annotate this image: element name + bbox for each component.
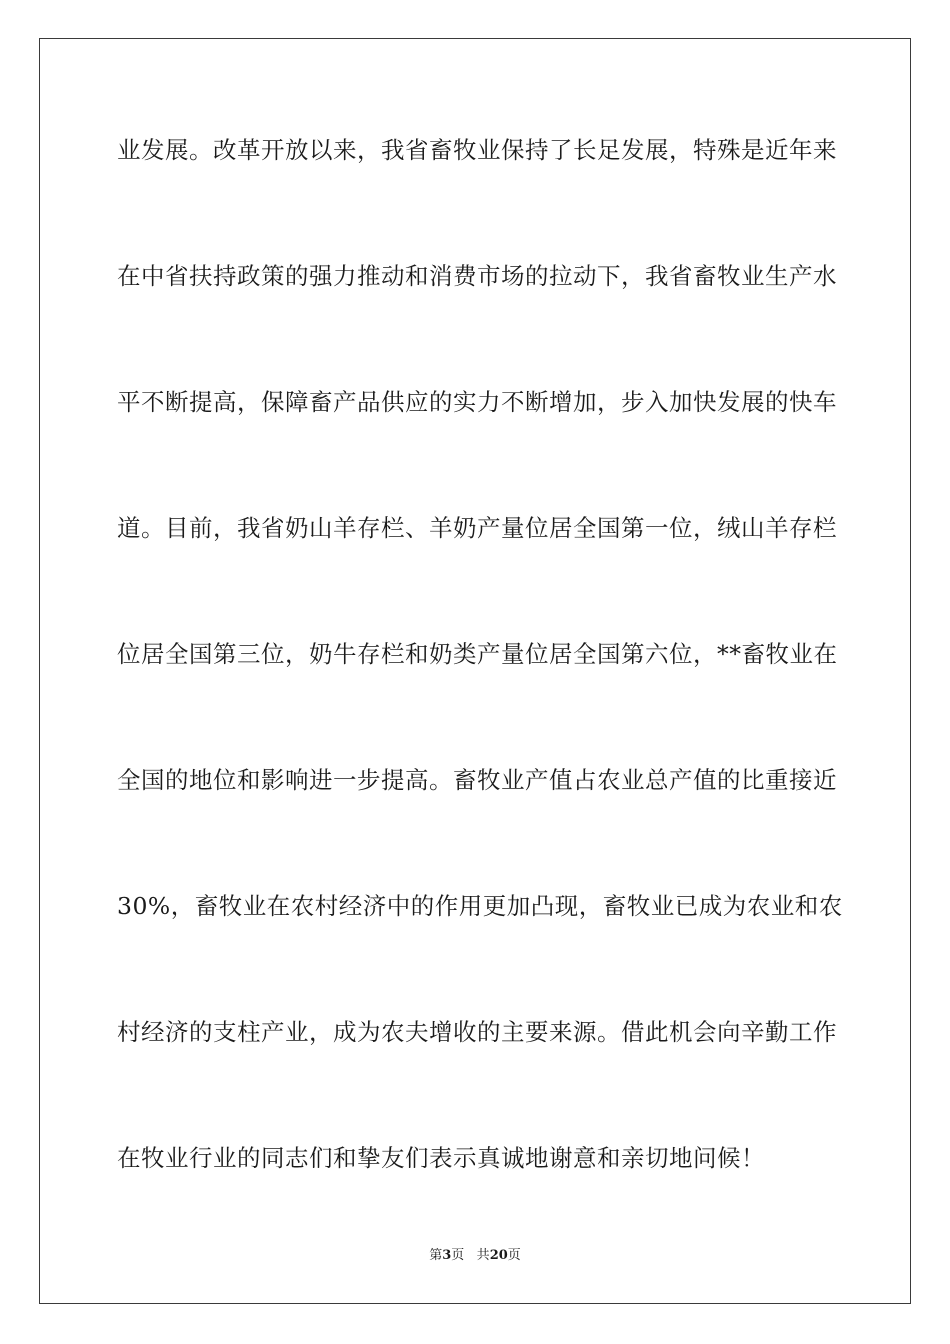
text-line: 平不断提高，保障畜产品供应的实力不断增加，步入加快发展的快车 — [117, 388, 837, 416]
text-line: 30%，畜牧业在农村经济中的作用更加凸现，畜牧业已成为农业和农 — [117, 892, 843, 920]
text-line: 位居全国第三位，奶牛存栏和奶类产量位居全国第六位，**畜牧业在 — [117, 640, 838, 668]
text-line: 业发展。改革开放以来，我省畜牧业保持了长足发展，特殊是近年来 — [117, 136, 837, 164]
page-number: 3 — [442, 1248, 452, 1263]
text-line: 在牧业行业的同志们和挚友们表示真诚地谢意和亲切地问候！ — [117, 1144, 765, 1172]
text-line: 道。目前，我省奶山羊存栏、羊奶产量位居全国第一位，绒山羊存栏 — [117, 514, 837, 542]
total-suffix: 页 — [507, 1248, 521, 1263]
page-prefix: 第 — [429, 1248, 443, 1263]
page-suffix: 页 — [451, 1248, 465, 1263]
text-line: 村经济的支柱产业，成为农夫增收的主要来源。借此机会向辛勤工作 — [117, 1018, 837, 1046]
total-prefix: 共 — [476, 1248, 490, 1263]
total-pages: 20 — [489, 1248, 508, 1263]
body-text — [117, 126, 843, 1260]
page-footer — [0, 1246, 950, 1266]
text-line: 全国的地位和影响进一步提高。畜牧业产值占农业总产值的比重接近 — [117, 766, 837, 794]
text-line: 在中省扶持政策的强力推动和消费市场的拉动下，我省畜牧业生产水 — [117, 262, 837, 290]
